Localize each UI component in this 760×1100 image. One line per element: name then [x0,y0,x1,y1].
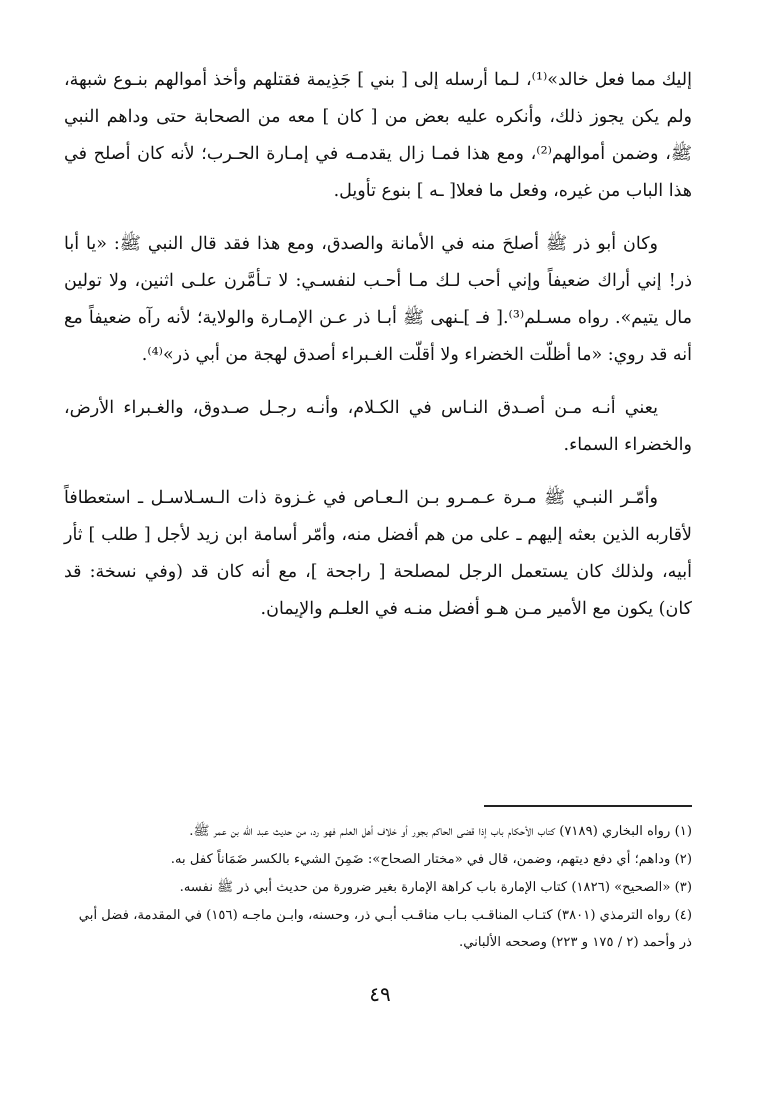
footnotes [64,818,692,957]
paragraph-2: وكان أبو ذر ﷺ أصلحَ منه في الأمانة والصدق، ومع هذا فقد قال النبي ﷺ: «يا أبا ذر! إني أراك ضعيفاً وإني أحب لـك مـا أحـب لنفسـي: لا تـأمَّرن علـى اثنين، ولا تولين مال يتيم». رواه مسـلم⁽³⁾.[ فـ ]ـنهى ﷺ أبـا ذر عـن الإمـارة والولاية؛ لأنه رآه ضعيفاً مع أنه قد روي: «ما أظلّت الخضراء ولا أقلّت الغـبراء أصدق لهجة من أبي ذر»⁽⁴⁾. [64,234,692,365]
footnote-1: (١) رواه البخاري (٧١٨٩) كتاب الأحكام باب إذا قضى الحاكم بجور أو خلاف أهل العلـم فهو رد، من حديث عبد الله بن عمر ﷺ. [189,824,692,839]
page-number: ٤٩ [369,982,391,1006]
footnote-3: (٣) «الصحيح» (١٨٢٦) كتاب الإمارة باب كراهة الإمارة بغير ضرورة من حديث أبي ذر ﷺ نفسه. [179,880,692,895]
paragraph-3: يعني أنـه مـن أصـدق النـاس في الكـلام، وأنـه رجـل صـدوق، والغـبراء الأرض، والخضراء السماء. [64,398,692,455]
main-text [64,62,692,644]
footnote-4: (٤) رواه الترمذي (٣٨٠١) كتـاب المناقـب بـاب مناقـب أبـي ذر، وحسنه، وابـن ماجـه (١٥٦) في المقدمة، فضل أبي ذر وأحمد (٢ / ١٧٥ و ٢٢٣) وصححه الألباني. [78,908,692,950]
footnote-2: (٢) وداهم؛ أي دفع ديتهم، وضمن، قال في «مختار الصحاح»: ضَمِنَ الشيء بالكسر ضَمَاناً كفل به. [170,852,692,867]
paragraph-1: إليك مما فعل خالد»⁽¹⁾، لـما أرسله إلى [ بني ] جَذِيمة فقتلهم وأخذ أموالهم بنـوع شبهة، ولم يكن يجوز ذلك، وأنكره عليه بعض من [ كان ] معه من الصحابة حتى وداهم النبي ﷺ، وضمن أموالهم⁽²⁾، ومع هذا فمـا زال يقدمـه في إمـارة الحـرب؛ لأنه كان أصلح في هذا الباب من غيره، وفعل ما فعلا[ ـه ] بنوع تأويل. [64,70,692,201]
footnote-separator [484,805,692,807]
paragraph-4: وأمّـر النبـي ﷺ مـرة عـمـرو بـن الـعـاص في غـزوة ذات الـسـلاسـل ـ استعطافاً لأقاربه الذين بعثه إليهم ـ على من هم أفضل منه، وأمّر أسامة ابن زيد لأجل [ طلب ] ثأر أبيه، ولذلك كان يستعمل الرجل لمصلحة [ راجحة ]، مع أنه كان قد (وفي نسخة: قد كان) يكون مع الأمير مـن هـو أفضل منـه في العلـم والإيمان. [64,488,692,619]
